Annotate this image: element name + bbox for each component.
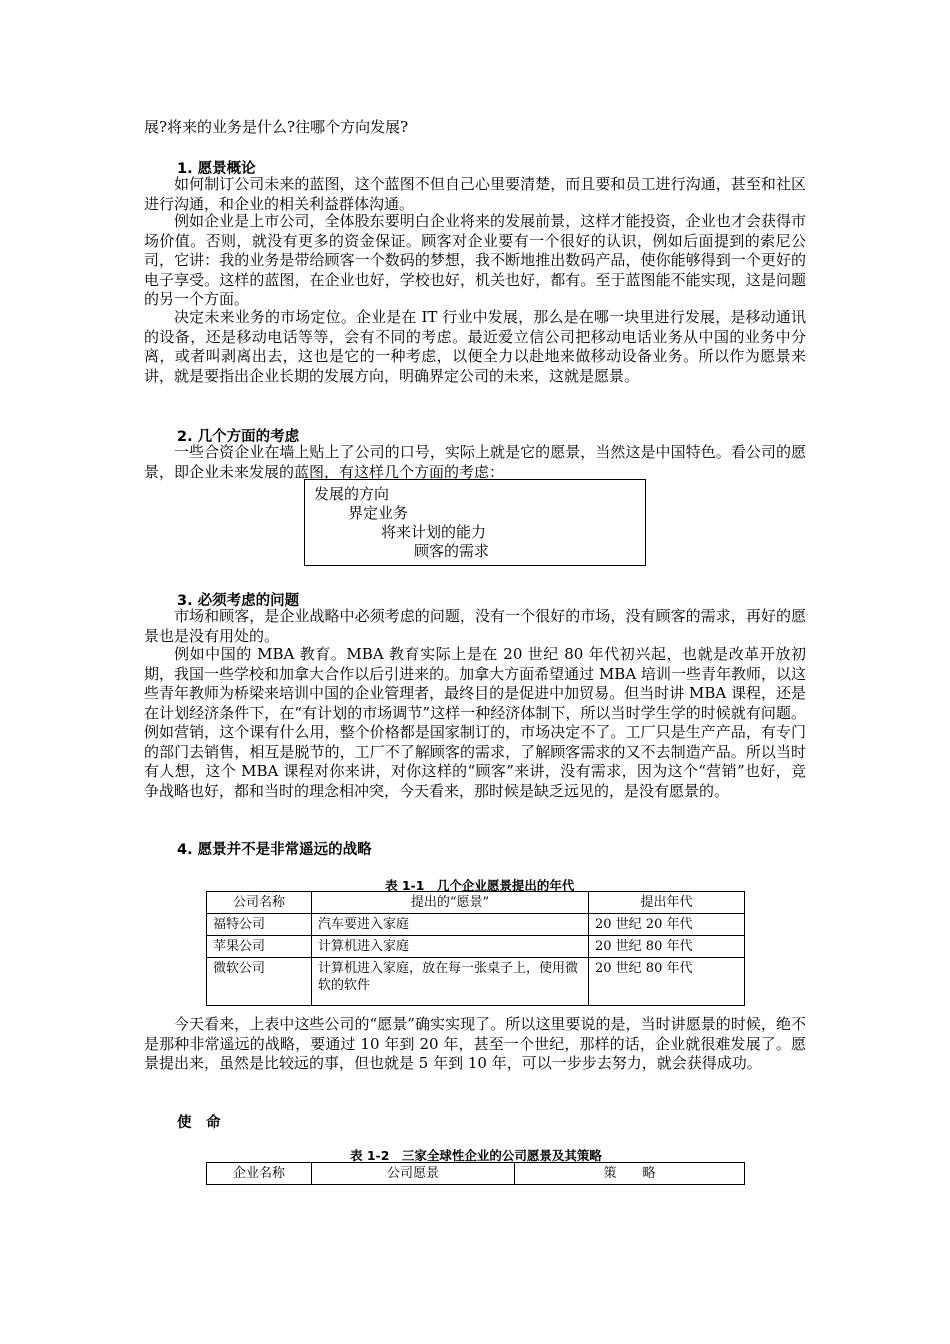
paragraph: 一些合资企业在墙上贴上了公司的口号，实际上就是它的愿景，当然这是中国特色。看公司的愿景，即企业未来发展的蓝图，有这样几个方面的考虑： [144, 443, 806, 481]
table-cell: 计算机进入家庭，放在每一张桌子上，使用微软的软件 [312, 958, 589, 1006]
paragraph: 今天看来，上表中这些公司的“愿景”确实实现了。所以这里要说的是，当时讲愿景的时候，绝不是那种非常遥远的战略，要通过 10 年到 20 年，甚至一个世纪，那样的话，企业就很难发展了。愿景提出来，虽然是比较远的事，但也就是 5 年到 10 年，可以一步步去努力，就会获得成功。 [144, 1015, 806, 1072]
box-item: 发展的方向 [314, 485, 390, 503]
section-heading-must-consider: 3. 必须考虑的问题 [177, 593, 300, 609]
table-row [207, 936, 745, 958]
global-companies-table [206, 1162, 745, 1185]
paragraph: 市场和顾客，是企业战略中必须考虑的问题，没有一个很好的市场，没有顾客的需求，再好的愿景也是没有用处的。 [144, 607, 806, 645]
box-item: 将来计划的能力 [381, 523, 487, 541]
table-cell: 20 世纪 80 年代 [589, 958, 745, 1006]
table-row [207, 914, 745, 936]
table-caption: 表 1-2 三家全球性企业的公司愿景及其策略 [350, 1148, 602, 1163]
paragraph: 决定未来业务的市场定位。企业是在 IT 行业中发展，那么是在哪一块里进行发展，是移动通讯的设备，还是移动电话等等，会有不同的考虑。最近爱立信公司把移动电话业务从中国的业务中分离，或者叫剥离出去，这也是它的一种考虑，以便全力以赴地来做移动设备业务。所以作为愿景来讲，就是要指出企业长期的发展方向，明确界定公司的未来，这就是愿景。 [144, 308, 806, 385]
section-heading-vision-not-distant: 4. 愿景并不是非常遥远的战略 [177, 842, 372, 858]
paragraph: 例如企业是上市公司，全体股东要明白企业将来的发展前景，这样才能投资，企业也才会获得市场价值。否则，就没有更多的资金保证。顾客对企业要有一个很好的认识，例如后面提到的索尼公司，它讲：我的业务是带给顾客一个数码的梦想，我不断地推出数码产品，使你能够得到一个更好的电子享受。这样的蓝图，在企业也好，学校也好，机关也好，都有。至于蓝图能不能实现，这是问题的另一个方面。 [144, 212, 806, 308]
paragraph: 如何制订公司未来的蓝图，这个蓝图不但自己心里要清楚，而且要和员工进行沟通，甚至和社区进行沟通，和企业的相关利益群体沟通。 [144, 175, 806, 213]
table-header-cell: 公司愿景 [312, 1163, 515, 1185]
box-item: 顾客的需求 [414, 542, 490, 560]
table-header-cell: 公司名称 [207, 892, 312, 914]
paragraph: 例如中国的 MBA 教育。MBA 教育实际上是在 20 世纪 80 年代初兴起，也就是改革开放初期，我国一些学校和加拿大合作以后引进来的。加拿大方面希望通过 MBA 培训一些青年教师，以这些青年教师为桥梁来培训中国的企业管理者，最终目的是促进中加贸易。但当时讲 MBA 课程，还是在计划经济条件下，在“有计划的市场调节”这样一种经济体制下，所以当时学生学的时候就有问题。例如营销，这个课有什么用，整个价格都是国家制订的，市场决定不了。工厂只是生产产品，有专门的部门去销售，相互是脱节的，工厂不了解顾客的需求，了解顾客需求的又不去制造产品。所以当时有人想，这个 MBA 课程对你来讲，对你这样的“顾客”来讲，没有需求，因为这个“营销”也好，竞争战略也好，都和当时的理念相冲突，今天看来，那时候是缺乏远见的，是没有愿景的。 [144, 645, 806, 800]
table-header-row [207, 1163, 745, 1185]
table-row [207, 958, 745, 1006]
intro-text: 展?将来的业务是什么?往哪个方向发展? [144, 118, 409, 136]
table-cell: 计算机进入家庭 [312, 936, 589, 958]
vision-years-table [206, 891, 745, 1006]
table-header-cell: 策 略 [515, 1163, 745, 1185]
table-cell: 苹果公司 [207, 936, 312, 958]
table-header-cell: 提出年代 [589, 892, 745, 914]
table-header-row [207, 892, 745, 914]
section-heading-considerations: 2. 几个方面的考虑 [177, 429, 300, 445]
table-cell: 福特公司 [207, 914, 312, 936]
table-cell: 微软公司 [207, 958, 312, 1006]
table-cell: 汽车要进入家庭 [312, 914, 589, 936]
table-cell: 20 世纪 20 年代 [589, 914, 745, 936]
considerations-box [304, 479, 646, 566]
table-cell: 20 世纪 80 年代 [589, 936, 745, 958]
table-header-cell: 提出的“愿景” [312, 892, 589, 914]
table-header-cell: 企业名称 [207, 1163, 312, 1185]
section-heading-vision-overview: 1. 愿景概论 [177, 161, 256, 177]
box-item: 界定业务 [348, 504, 409, 522]
section-heading-mission: 使 命 [177, 1115, 221, 1131]
table-caption: 表 1-1 几个企业愿景提出的年代 [385, 878, 575, 893]
